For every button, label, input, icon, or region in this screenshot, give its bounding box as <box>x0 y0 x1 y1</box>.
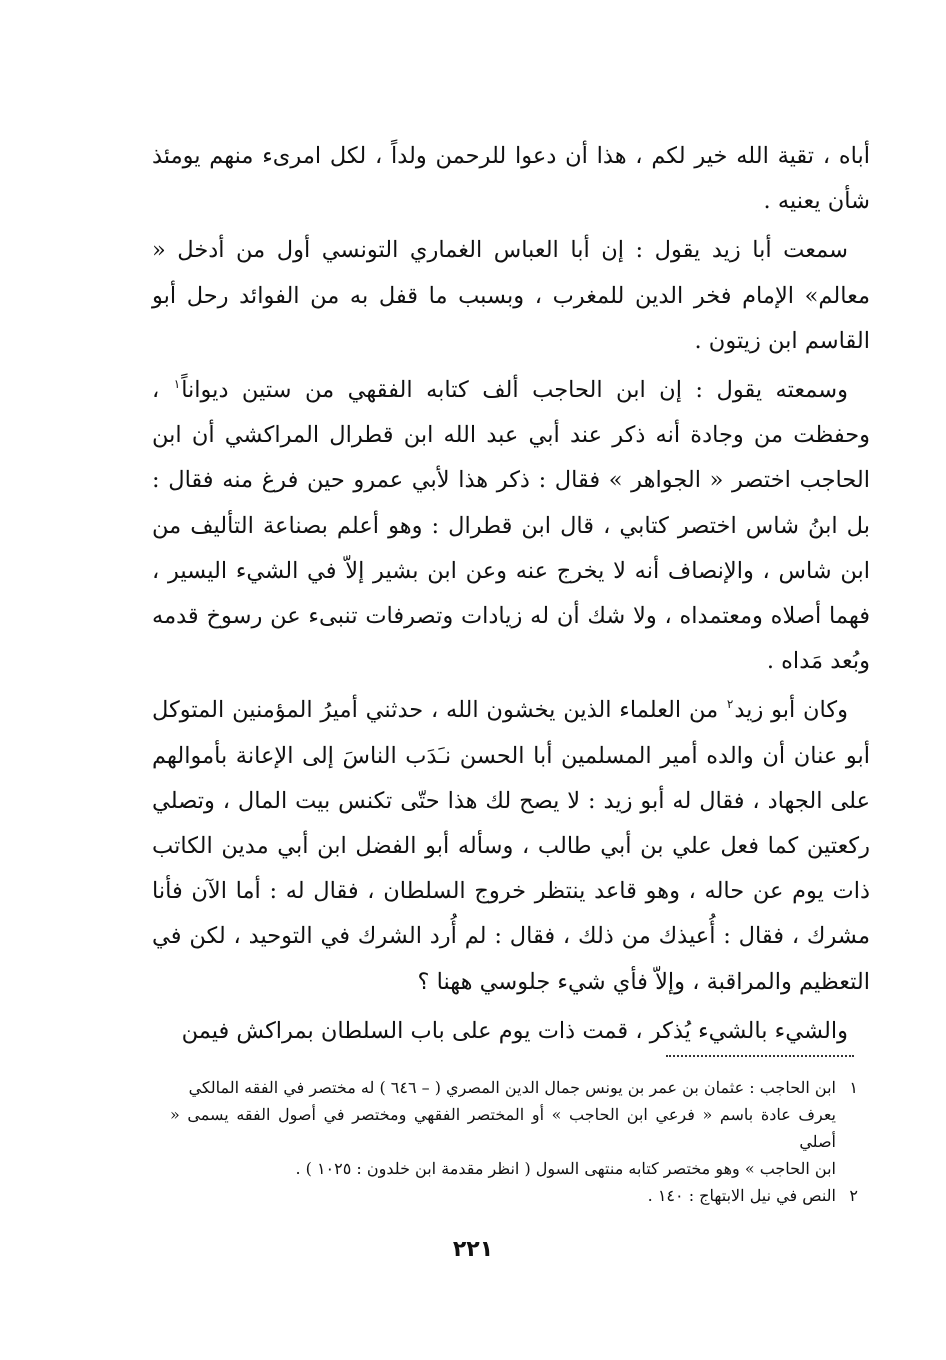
footnote-ref-2: ٢ <box>726 697 734 712</box>
paragraph-4-text-b: من العلماء الذين يخشون الله ، حدثني أميرُ المؤمنين المتوكل أبو عنان أن والده أمير المسلمين أبا الحسن نـَدَب الناسَ إلى الإعانة بأموالهم على الجهاد ، فقال له أبو زيد : لا يصح لك هذا حتّى تكنس بيت المال ، وتصلي ركعتين كما فعل علي بن أبي طالب ، وسأله أبو الفضل ابن أبي مدين الكاتب ذات يوم عن حاله ، وهو قاعد ينتظر خروج السلطان ، فقال له : أما الآن فأنا مشرك ، فقال : أُعيذك من ذلك ، فقال : لم أُرد الشرك في التوحيد ، لكن في التعظيم والمراقبة ، وإلاّ فأي شيء جلوسي ههنا ؟ <box>152 697 870 995</box>
footnote-1-line-2: يعرف عادة باسم « فرعي ابن الحاجب » أو المختصر الفقهي ومختصر في أصول الفقه يسمى « أصلي <box>170 1105 836 1151</box>
footnote-1-line-1 <box>170 1074 858 1101</box>
footnote-2 <box>170 1182 858 1209</box>
page-number: ٢٢١ <box>452 1237 494 1262</box>
paragraph-4-text-a: وكان أبو زيد <box>734 697 848 724</box>
paragraph-2: سمعت أبا زيد يقول : إن أبا العباس الغماري التونسي أول من أدخل « معالم» الإمام فخر الدين للمغرب ، وبسبب ما قفل به من الفوائد رحل أبو القاسم ابن زيتون . <box>152 237 870 354</box>
paragraph-1: أباه ، تقية الله خير لكم ، هذا أن دعوا للرحمن ولداً ، لكل امرىء منهم يومئذ شأن يعنيه . <box>152 143 870 215</box>
footnote-ref-1: ١ <box>173 377 181 392</box>
main-text <box>152 134 870 1054</box>
paragraph-3-text-a: وسمعته يقول : إن ابن الحاجب ألف كتابه الفقهي من ستين ديواناً <box>181 377 848 404</box>
footnotes <box>170 1074 858 1209</box>
footnote-1-text-1: ابن الحاجب : عثمان بن عمر بن يونس جمال الدين المصري ( – ٦٤٦ ) له مختصر في الفقه المالكي <box>188 1078 836 1097</box>
paragraph-5: والشيء بالشيء يُذكر ، قمت ذات يوم على باب السلطان بمراكش فيمن <box>181 1017 848 1044</box>
footnote-1-number: ١ <box>849 1078 858 1097</box>
paragraph-3 <box>152 368 870 684</box>
paragraph-4 <box>152 688 870 1004</box>
footnote-separator <box>666 1055 854 1057</box>
footnote-2-text: النص في نيل الابتهاج : ١٤٠ . <box>647 1186 836 1205</box>
footnote-1-line-3: ابن الحاجب » وهو مختصر كتابه منتهى السول ( انظر مقدمة ابن خلدون : ١٠٢٥ ) . <box>295 1159 836 1178</box>
footnote-2-number: ٢ <box>849 1186 858 1205</box>
paragraph-3-text-b: ، وحفظت من وجادة أنه ذكر عند أبي عبد الله ابن قطرال المراكشي أن ابن الحاجب اختصر « الجواهر » فقال : ذكر هذا لأبي عمرو حين فرغ منه فقال : بل ابنُ شاس اختصر كتابي ، قال ابن قطرال : وهو أعلم بصناعة التأليف من ابن شاس ، والإنصاف أنه لا يخرج عنه وعن ابن بشير إلاّ في الشيء اليسير ، فهما أصلاه ومعتمداه ، ولا شك أن له زيادات وتصرفات تنبىء عن رسوخ قدمه وبُعد مَداه . <box>152 377 870 675</box>
